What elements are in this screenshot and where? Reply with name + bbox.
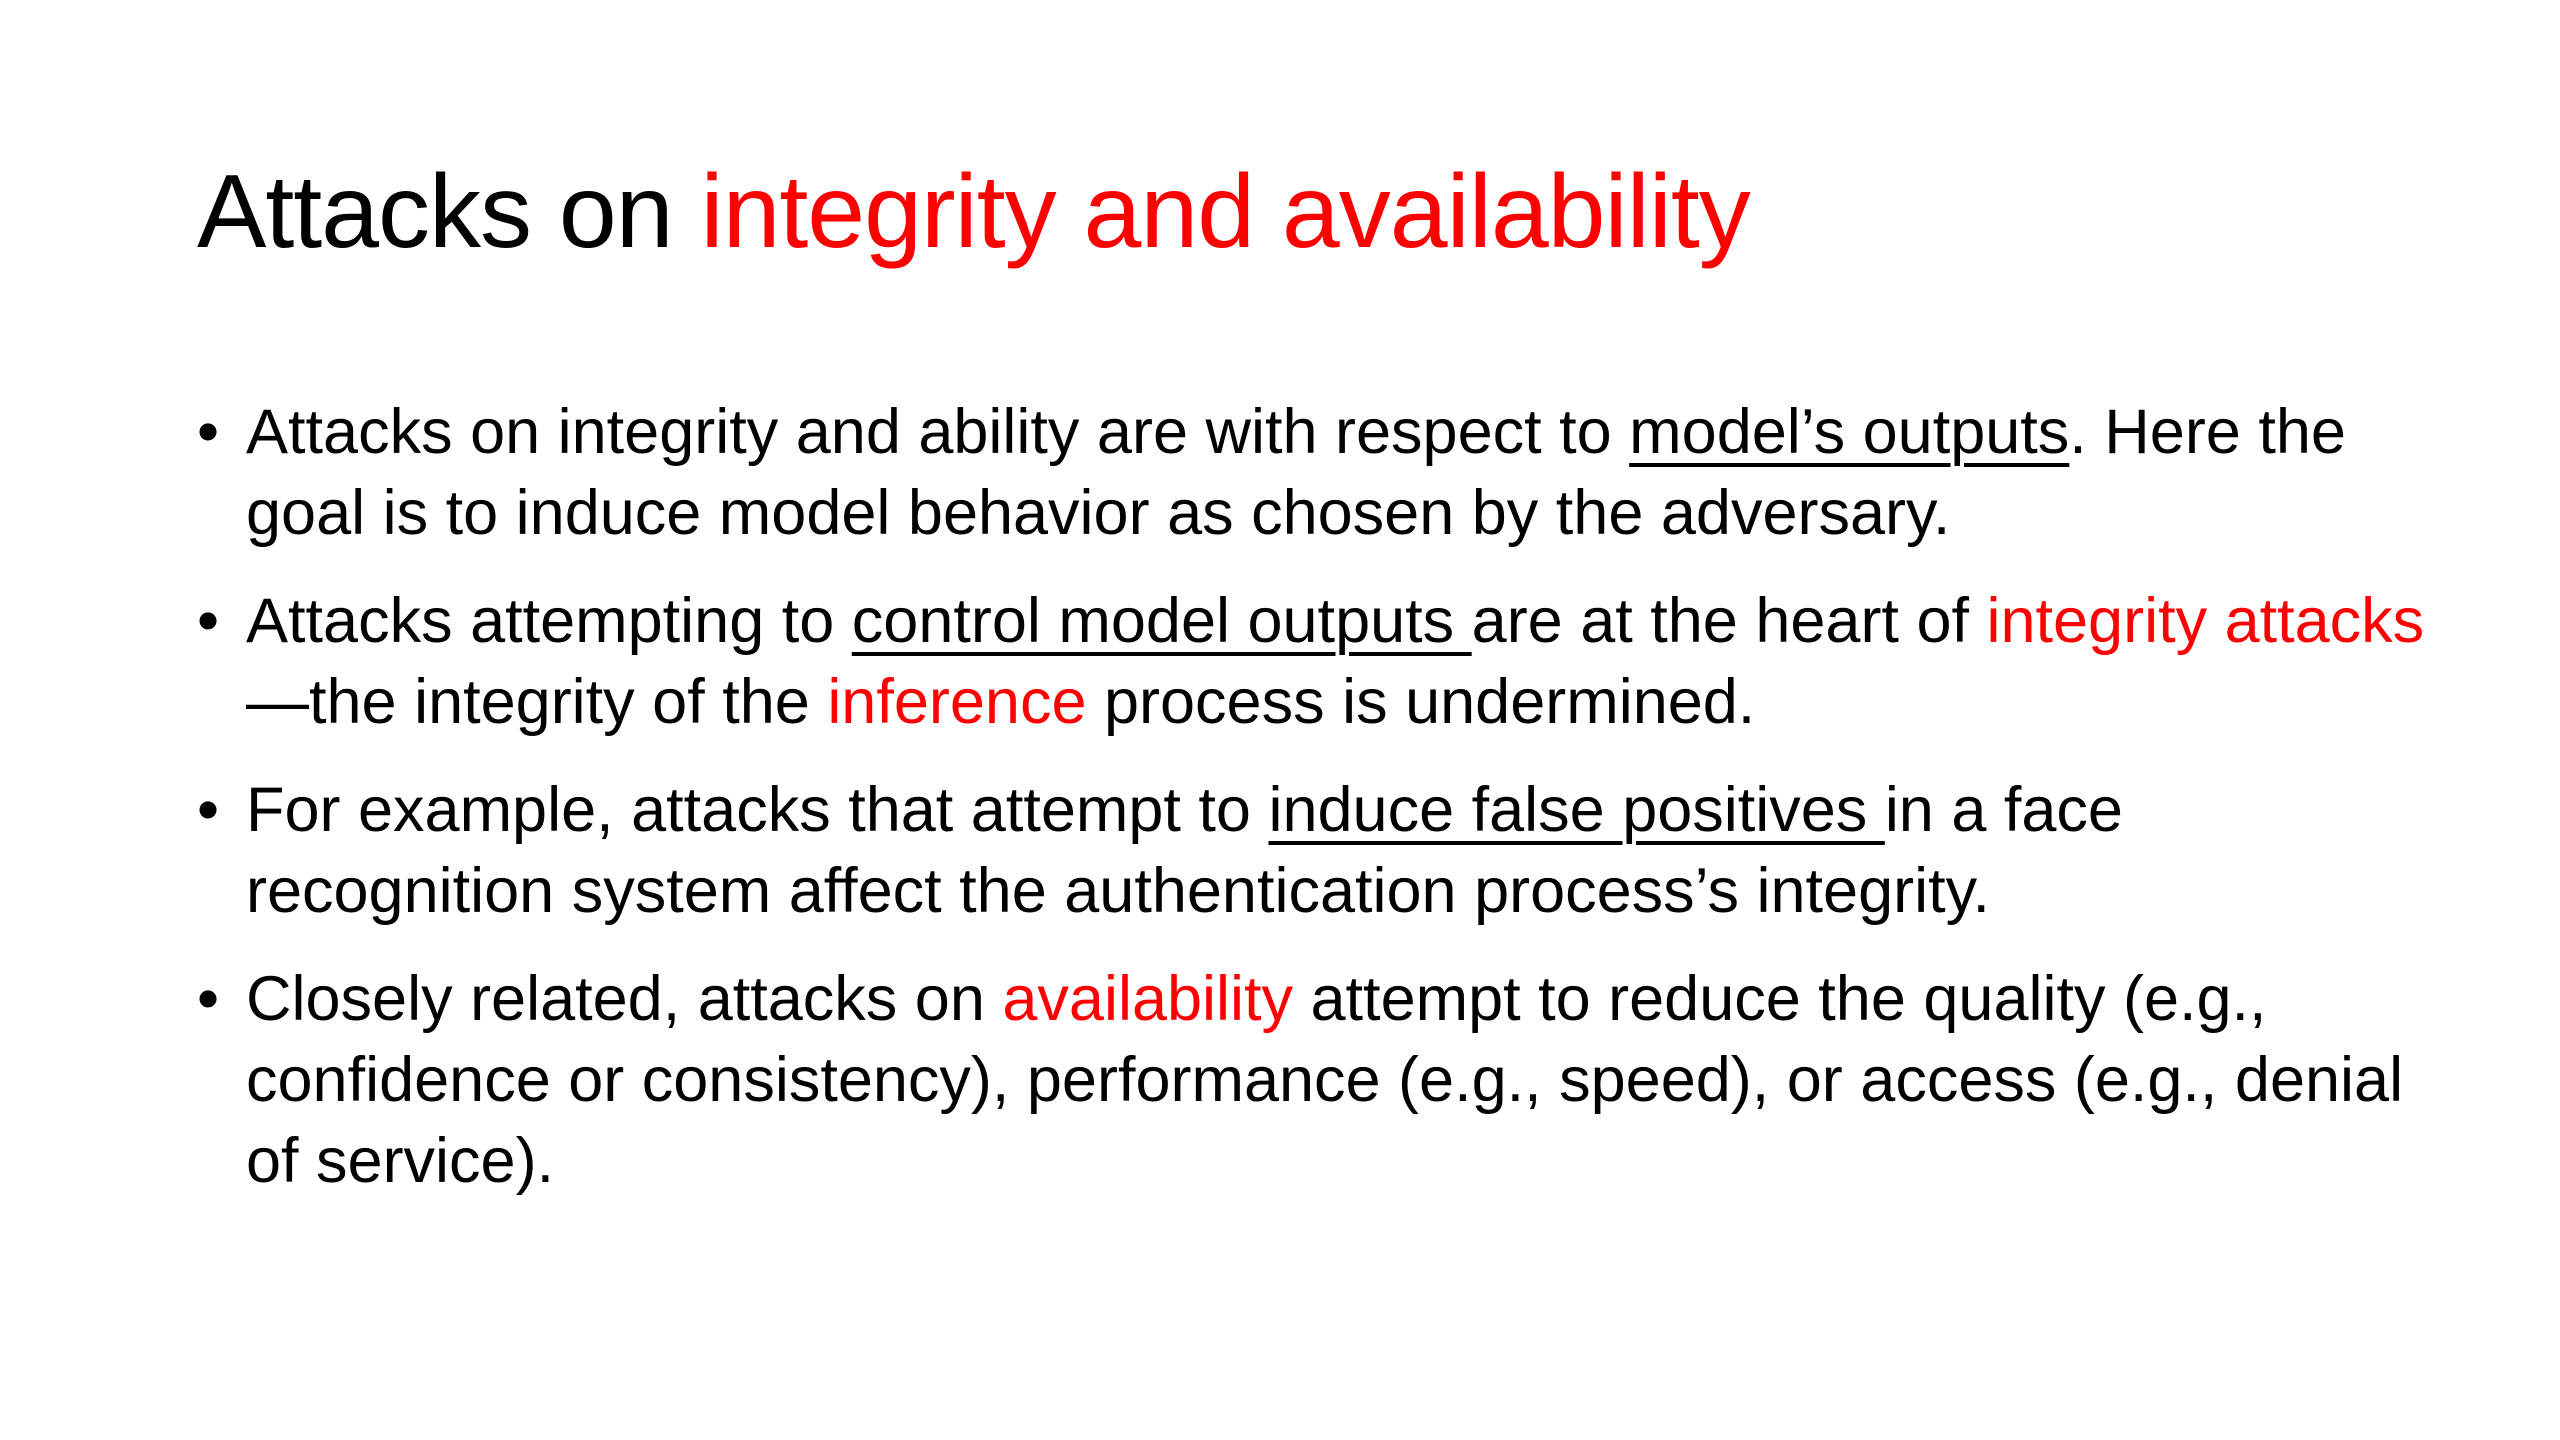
title-prefix: Attacks on (197, 154, 701, 270)
bullet-4-red-1: availability (1002, 964, 1294, 1034)
bullet-2-text-2: are at the heart of (1471, 586, 1987, 656)
bullet-list (197, 392, 2437, 1229)
bullet-1-underlined: model’s outputs (1629, 397, 2070, 467)
bullet-2-red-2: inference (827, 667, 1087, 737)
bullet-1-text-1: Attacks on integrity and ability are with respect to (246, 397, 1630, 467)
bullet-icon: • (197, 397, 220, 467)
bullet-item-2 (197, 581, 2437, 743)
bullet-item-3 (197, 770, 2437, 932)
bullet-icon: • (197, 586, 220, 656)
bullet-3-text-2: in a face recognition system affect the authentication process’s integrity. (246, 775, 2123, 926)
bullet-3-underlined: induce false positives (1268, 775, 1885, 845)
bullet-2-underlined: control model outputs (851, 586, 1472, 656)
bullet-2-text-4: process is undermined. (1086, 667, 1756, 737)
bullet-icon: • (197, 964, 220, 1034)
bullet-2-text-1: Attacks attempting to (246, 586, 852, 656)
bullet-item-1 (197, 392, 2437, 554)
bullet-3-text-1: For example, attacks that attempt to (246, 775, 1269, 845)
bullet-4-text-1: Closely related, attacks on (246, 964, 1003, 1034)
bullet-1-text-2: . Here the goal is to induce model behavior as chosen by the adversary. (246, 397, 2346, 548)
bullet-4-text-2: attempt to reduce the quality (e.g., confidence or consistency), performance (e.g., speed), or access (e.g., denial of service). (246, 964, 2404, 1196)
bullet-2-text-3: —the integrity of the (246, 667, 828, 737)
title-highlight: integrity and availability (700, 154, 1750, 270)
bullet-2-red-1: integrity attacks (1986, 586, 2425, 656)
bullet-icon: • (197, 775, 220, 845)
bullet-item-4 (197, 959, 2437, 1202)
slide-title (197, 142, 1750, 282)
